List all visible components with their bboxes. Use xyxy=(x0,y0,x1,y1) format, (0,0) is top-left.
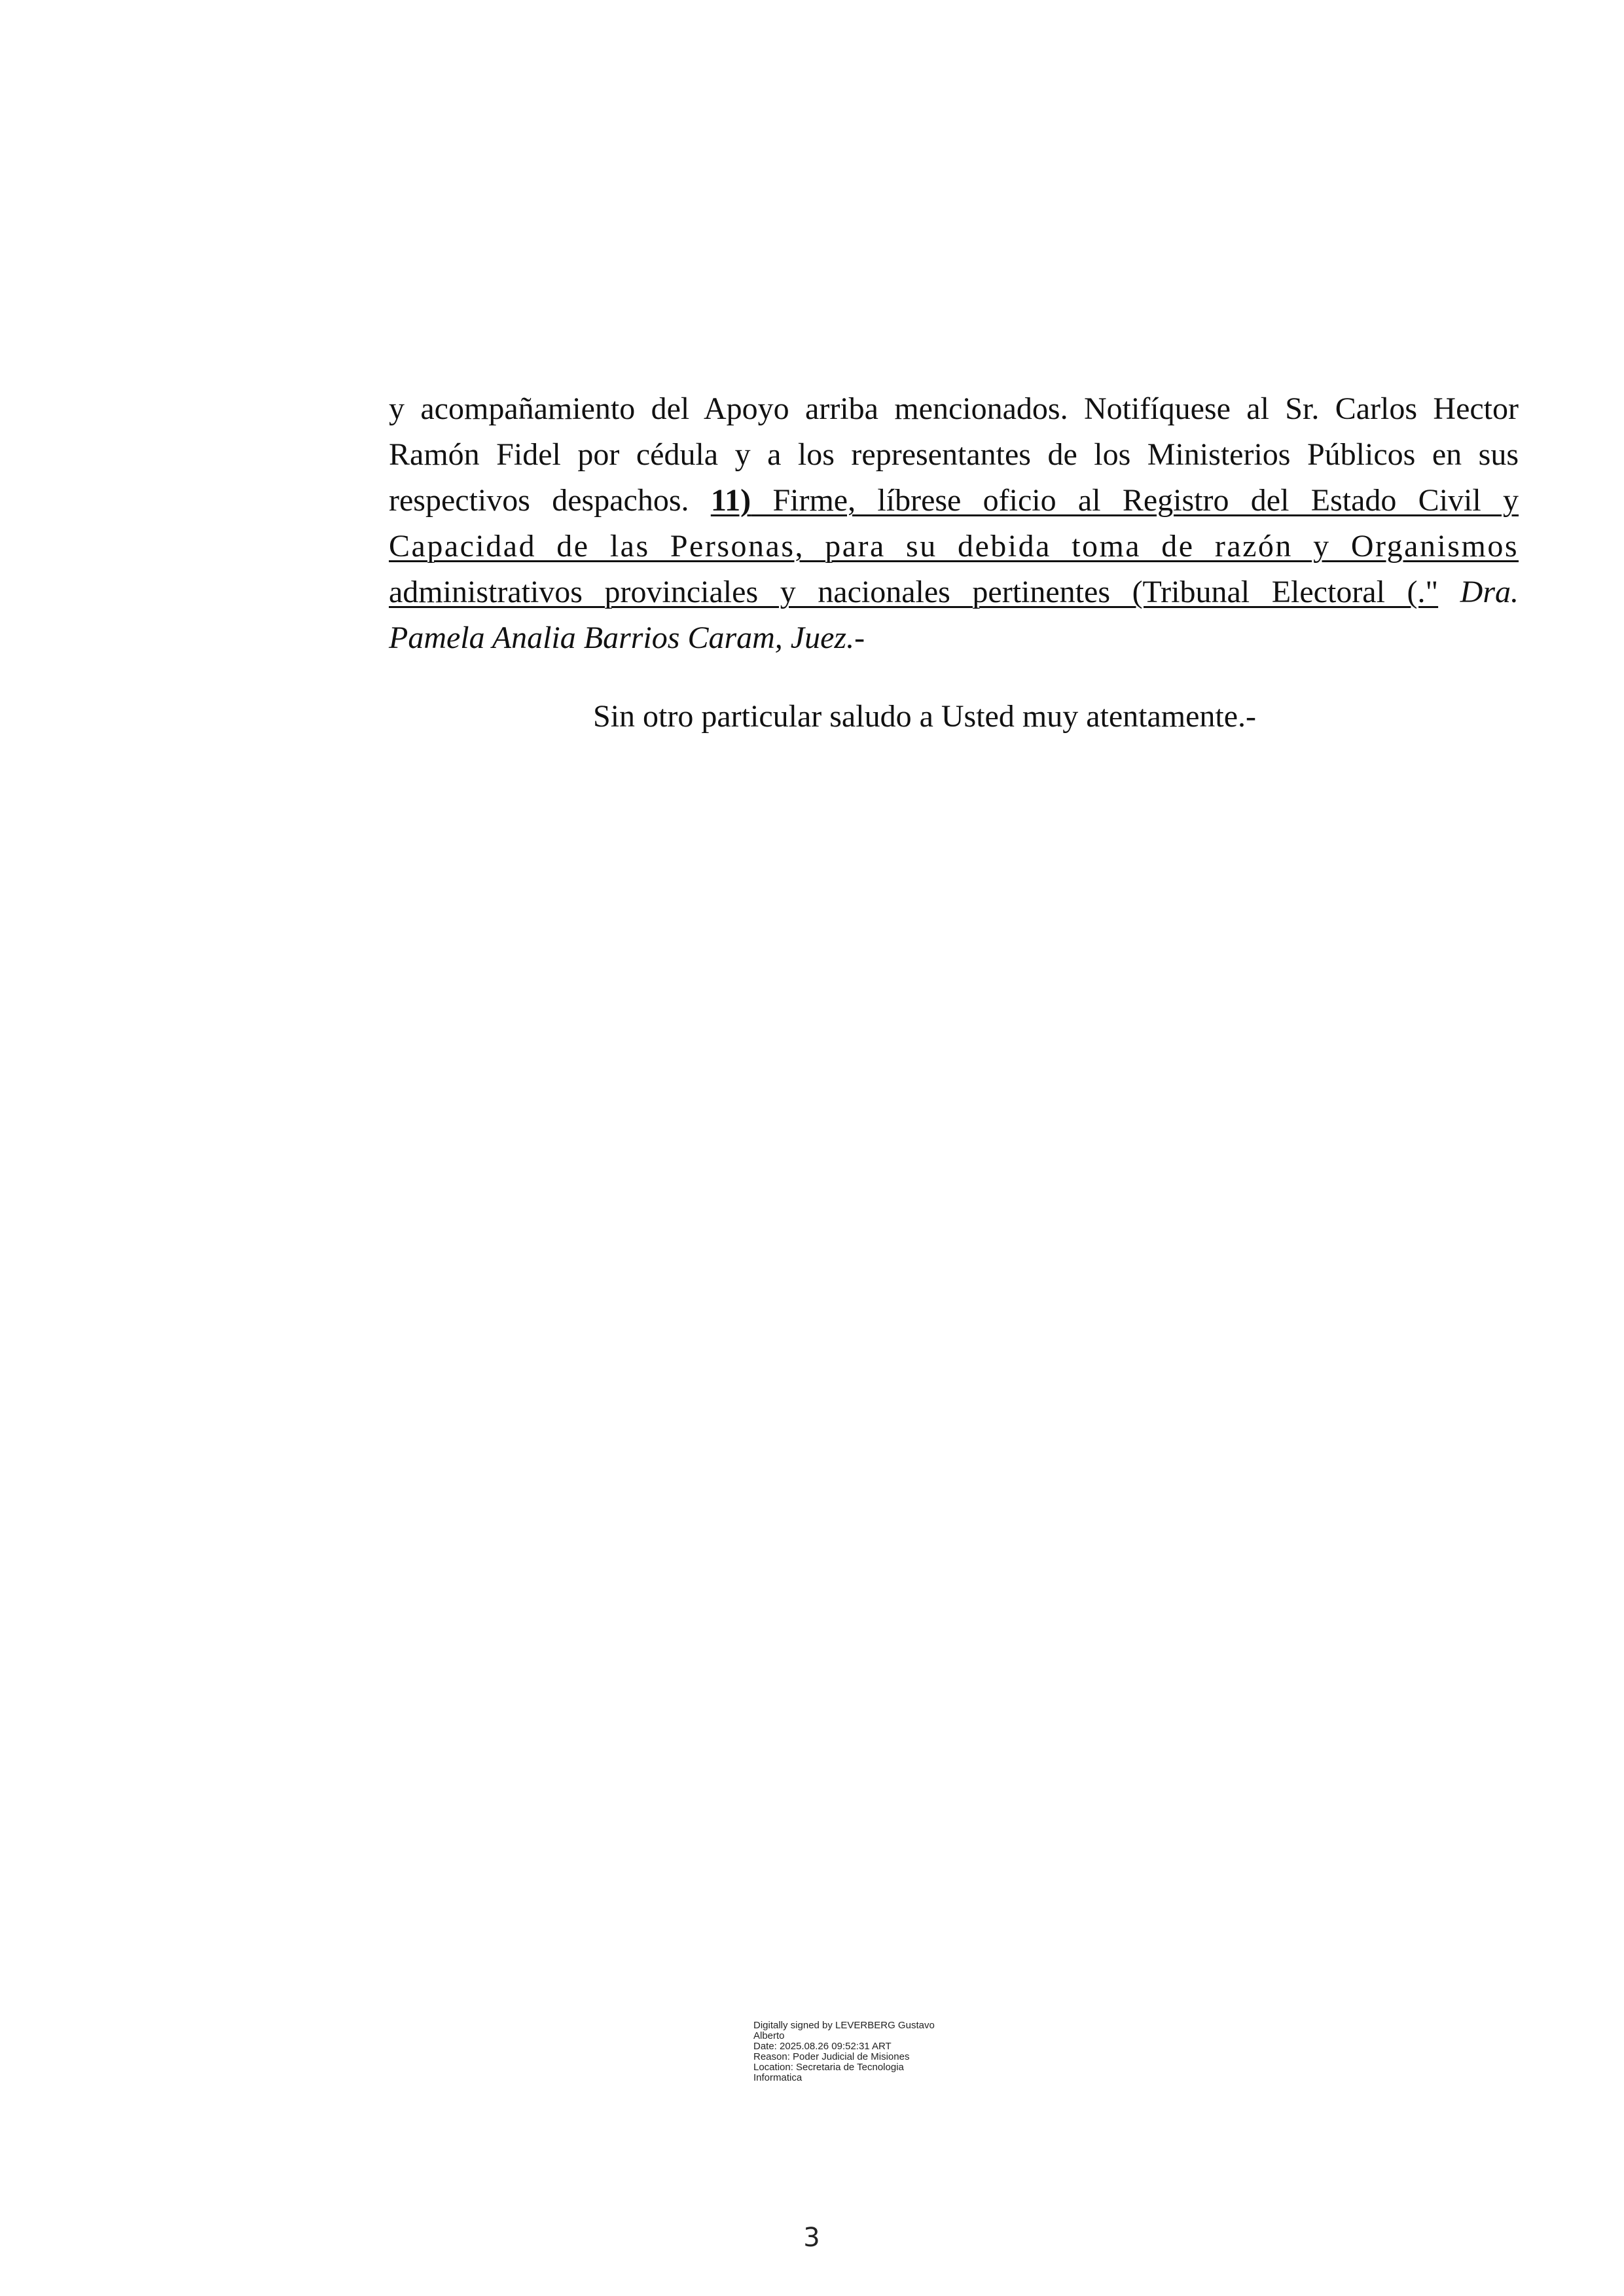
line-4-underlined-text: Capacidad de las Personas, para su debida toma de razón y Organismos xyxy=(389,529,1519,564)
closing-quote-mark: (." xyxy=(1407,575,1439,609)
paragraph-line-6 xyxy=(389,615,1519,661)
closing-salutation: Sin otro particular saludo a Usted muy atentamente.- xyxy=(593,699,1257,734)
judge-title-text: Dra. xyxy=(1438,575,1519,609)
line-6-dash: - xyxy=(854,620,865,655)
paragraph-line-5 xyxy=(389,569,1519,615)
signature-reason: Reason: Poder Judicial de Misiones xyxy=(753,2051,910,2062)
page-number: 3 xyxy=(803,2223,820,2253)
signature-signed-by-1: Digitally signed by LEVERBERG Gustavo xyxy=(753,2020,935,2031)
line-2-text: Ramón Fidel por cédula y a los representantes de los Ministerios Públicos en sus xyxy=(389,437,1519,472)
paragraph-line-2 xyxy=(389,432,1519,478)
paragraph-line-1 xyxy=(389,386,1519,432)
digital-signature-block xyxy=(753,2020,1028,2083)
line-3-underlined-text: Firme, líbrese oficio al Registro del Estado Civil y xyxy=(751,483,1519,518)
signature-location-1: Location: Secretaria de Tecnologia xyxy=(753,2062,904,2073)
signature-date: Date: 2025.08.26 09:52:31 ART xyxy=(753,2041,892,2052)
resolution-item-number: 11) xyxy=(710,483,751,518)
body-paragraph xyxy=(389,386,1519,661)
line-5-underlined-text: administrativos provinciales y nacionales pertinentes (Tribunal Electoral xyxy=(389,575,1407,609)
line-3-text: respectivos despachos. xyxy=(389,483,711,518)
judge-name-text: Pamela Analia Barrios Caram, Juez. xyxy=(389,620,855,655)
signature-signed-by-2: Alberto xyxy=(753,2030,785,2041)
paragraph-line-3 xyxy=(389,478,1519,524)
signature-location-2: Informatica xyxy=(753,2072,803,2083)
paragraph-line-4 xyxy=(389,524,1519,569)
line-1-text: y acompañamiento del Apoyo arriba mencionados. Notifíquese al Sr. Carlos Hector xyxy=(389,391,1519,426)
